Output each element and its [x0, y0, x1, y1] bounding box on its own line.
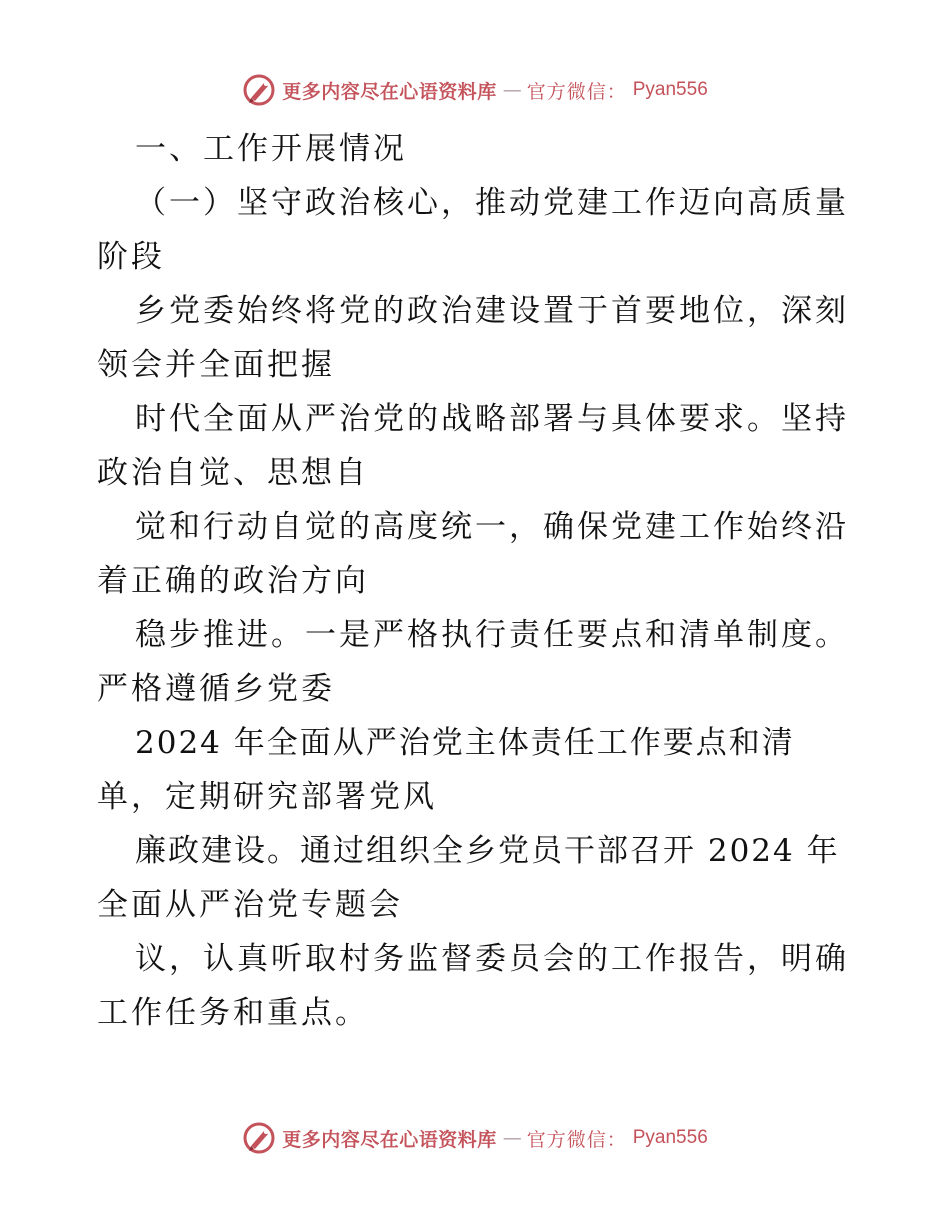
paragraph-line: 着正确的政治方向: [97, 563, 369, 599]
watermark-wechat-label: 官方微信：: [526, 80, 627, 103]
paragraph-line: 工作任务和重点。: [97, 995, 369, 1031]
pen-circle-icon: [242, 1121, 276, 1155]
paragraph-line: 单，定期研究部署党风: [97, 779, 437, 815]
watermark-account: Pyan556: [632, 79, 708, 100]
watermark-wechat-label: 官方微信：: [526, 1128, 627, 1151]
paragraph-line: 严格遵循乡党委: [97, 671, 335, 707]
paragraph-line: 政治自觉、思想自: [97, 455, 369, 491]
header-watermark-banner: [0, 72, 950, 108]
document-body: [97, 122, 857, 1040]
section-heading: 一、工作开展情况: [135, 131, 407, 167]
paragraph-line: 议，认真听取村务监督委员会的工作报告，明确: [135, 941, 849, 977]
watermark-brand-text: 更多内容尽在心语资料库: [282, 80, 497, 103]
watermark-separator: —: [502, 79, 521, 101]
paragraph-line: 2024 年全面从严治党主体责任工作要点和清: [135, 725, 795, 761]
paragraph-line: 时代全面从严治党的战略部署与具体要求。坚持: [135, 401, 849, 437]
pen-circle-icon: [242, 73, 276, 107]
footer-watermark-banner: [0, 1120, 950, 1156]
watermark-account: Pyan556: [632, 1127, 708, 1148]
watermark-brand-text: 更多内容尽在心语资料库: [282, 1128, 497, 1151]
subsection-heading: （一）坚守政治核心，推动党建工作迈向高质量: [135, 185, 849, 221]
paragraph-line: 乡党委始终将党的政治建设置于首要地位，深刻: [135, 293, 849, 329]
paragraph-line: 觉和行动自觉的高度统一，确保党建工作始终沿: [135, 509, 849, 545]
paragraph-line: 廉政建设。通过组织全乡党员干部召开 2024 年: [135, 833, 840, 869]
subsection-heading-continued: 阶段: [97, 239, 165, 275]
paragraph-line: 稳步推进。一是严格执行责任要点和清单制度。: [135, 617, 849, 653]
watermark-separator: —: [502, 1127, 521, 1149]
paragraph-line: 全面从严治党专题会: [97, 887, 403, 923]
paragraph-line: 领会并全面把握: [97, 347, 335, 383]
